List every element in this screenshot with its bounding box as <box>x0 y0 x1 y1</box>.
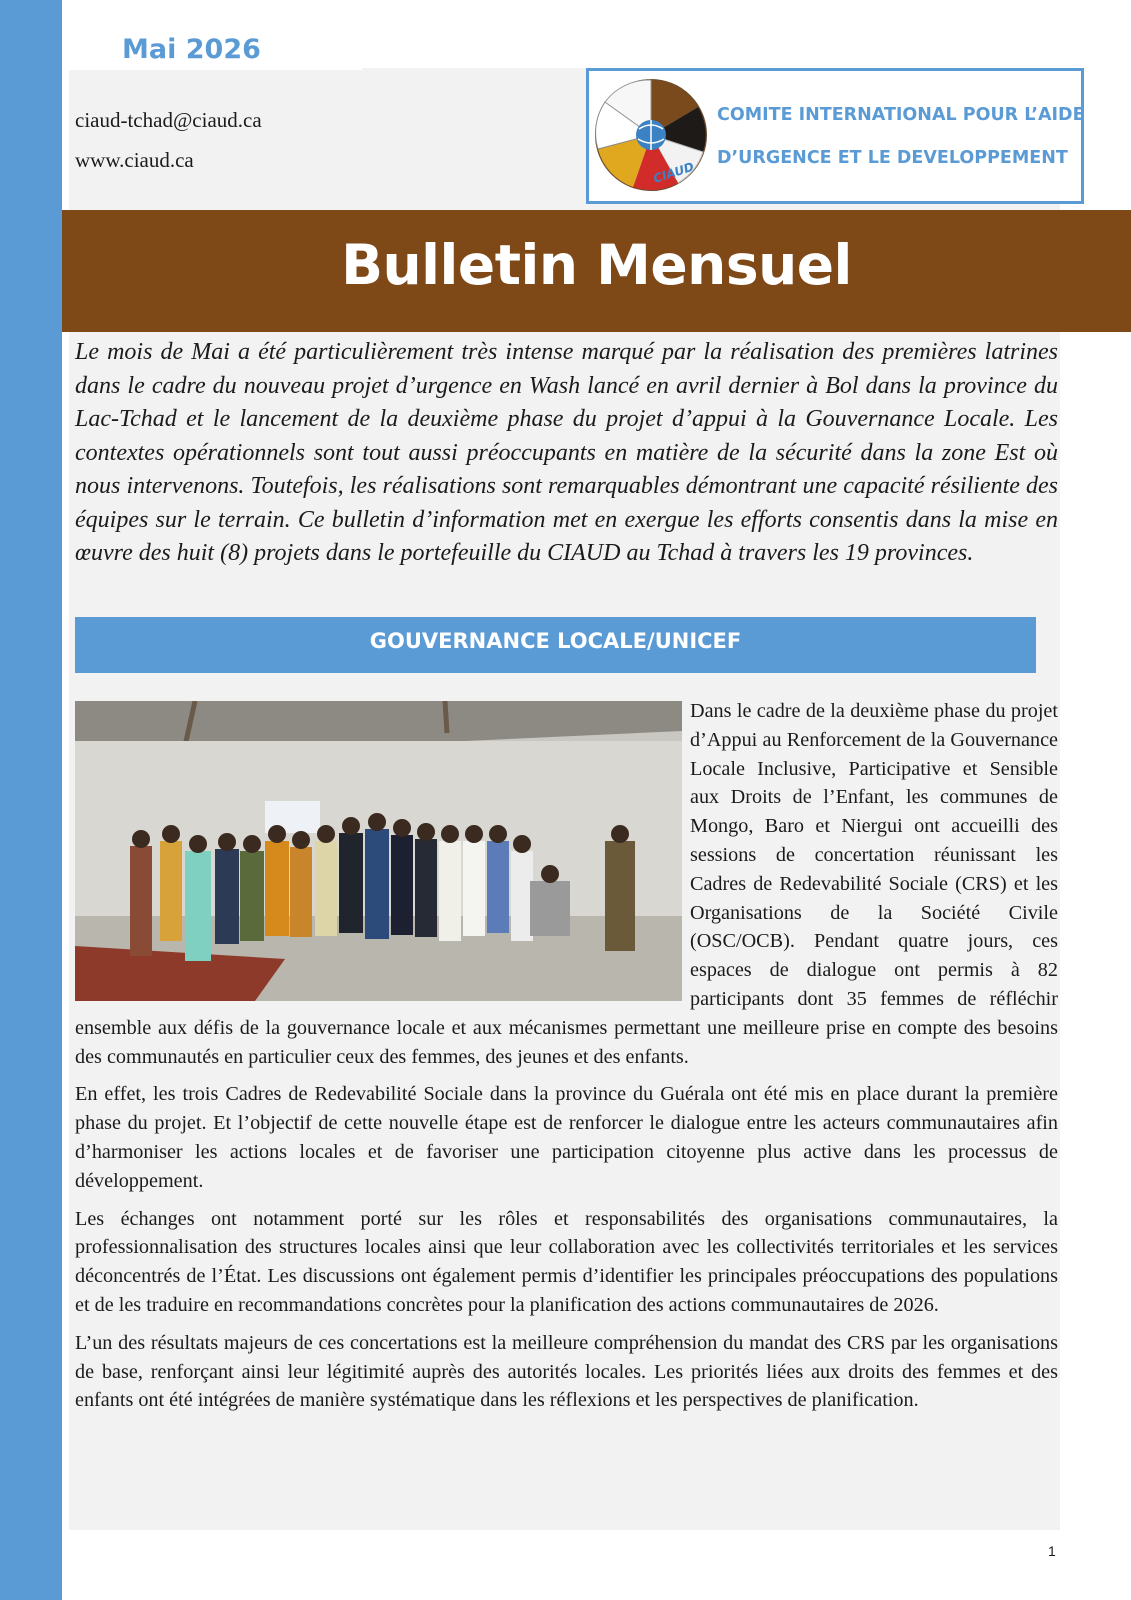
section-header <box>75 617 1036 673</box>
issue-date: Mai 2026 <box>122 34 261 65</box>
group-photo <box>75 701 682 1001</box>
org-name-line1: COMITE INTERNATIONAL POUR L’AIDE <box>717 105 1085 125</box>
article-body <box>75 697 1058 1424</box>
page-number: 1 <box>1048 1543 1056 1559</box>
title-band <box>62 210 1131 332</box>
organization-logo-box <box>586 68 1084 204</box>
contact-website: www.ciaud.ca <box>75 148 194 172</box>
intro-paragraph: Le mois de Mai a été particulièrement très intense marqué par la réalisation des premières latrines dans le cadre du nouveau projet d’urgence en Wash lancé en avril dernier à Bol dans la province du Lac-Tchad et le lancement de la deuxième phase du projet d’appui à la Gouvernance Locale. Les contextes opérationnels sont tout aussi préoccupants en matière de la sécurité dans la zone Est où nous intervenons. Toutefois, les réalisations sont remarquables démontrant une capacité résiliente des équipes sur le terrain. Ce bulletin d’information met en exergue les efforts consentis dans la mise en œuvre des huit (8) projets dans le portefeuille du CIAUD au Tchad à travers les 19 provinces. <box>75 339 1058 566</box>
article-paragraph: Dans le cadre de la deuxième phase du projet d’Appui au Renforcement de la Gouvernance Locale Inclusive, Participative et Sensible aux Droits de l’Enfant, les communes de Mongo, Baro et Niergui ont accueilli des sessions de concertation réunissant les Cadres de Redevabilité Sociale (CRS) et les Organisations de la Société Civile (OSC/OCB). Pendant quatre jours, ces espaces de dialogue ont permis à 82 participants dont 35 femmes de réfléchir ensemble aux défis de la gouvernance locale et aux mécanismes permettant une meilleure prise en compte des besoins des communautés en particulier ceux des femmes, des jeunes et des enfants. <box>75 700 1058 1068</box>
article-paragraph: En effet, les trois Cadres de Redevabilité Sociale dans la province du Guérala ont été mis en place durant la première phase du projet. Et l’objectif de cette nouvelle étape est de renforcer le dialogue entre les acteurs communautaires afin d’harmoniser les actions locales et de favoriser une participation citoyenne plus active dans les processus de développement. <box>75 1083 1058 1192</box>
ciaud-logo-icon <box>593 77 715 197</box>
article-paragraph: Les échanges ont notamment porté sur les rôles et responsabilités des organisations communautaires, la professionnalisation des structures locales ainsi que leur collaboration avec les collectivités territoriales et les services déconcentrés de l’État. Les discussions ont également permis d’identifier les principales préoccupations des populations et de les traduire en recommandations concrètes pour la planification des actions communautaires de 2026. <box>75 1207 1058 1316</box>
contact-email: ciaud-tchad@ciaud.ca <box>75 108 262 132</box>
logo-text: CIAUD <box>651 159 696 186</box>
left-accent-stripe <box>0 0 62 1600</box>
section-title: GOUVERNANCE LOCALE/UNICEF <box>369 629 742 653</box>
article-paragraph: L’un des résultats majeurs de ces concertations est la meilleure compréhension du mandat des CRS par les organisations de base, renforçant ainsi leur légitimité auprès des autorités locales. Les priorités liées aux droits des femmes et des enfants ont été intégrées de manière systématique dans les réflexions et les perspectives de planification. <box>75 1331 1058 1412</box>
org-name-line2: D’URGENCE ET LE DEVELOPPEMENT <box>717 148 1068 168</box>
bulletin-title: Bulletin Mensuel <box>341 233 852 297</box>
